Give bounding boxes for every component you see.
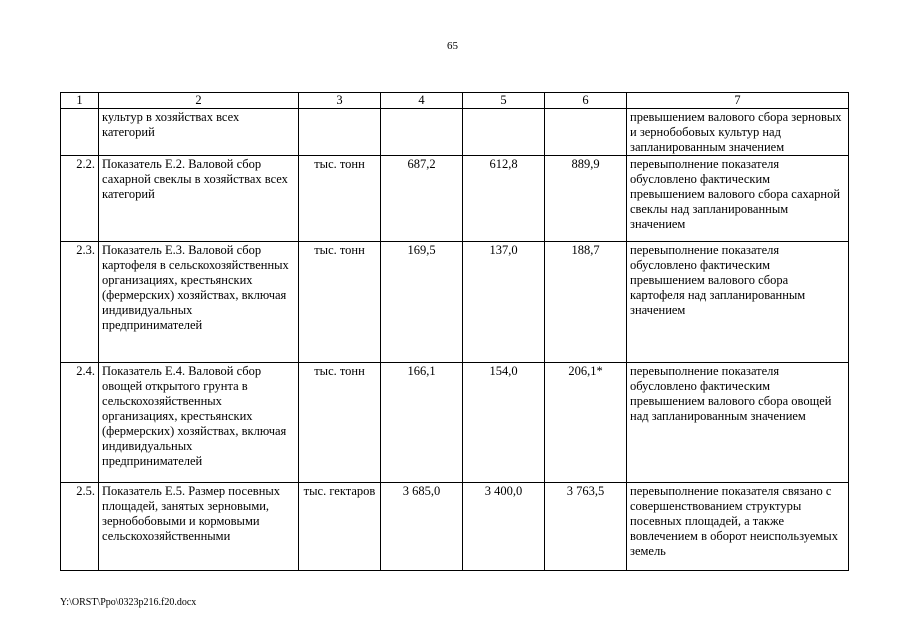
unit-cell: тыс. гектаров (299, 483, 381, 571)
note-cell: перевыполнение показателя связано с совершенствованием структуры посевных площадей, а также вовлечением в оборот неиспользуемых земель (627, 483, 849, 571)
value-cell-4: 166,1 (381, 363, 463, 483)
table-row (61, 109, 849, 156)
header-col-4: 4 (381, 93, 463, 109)
indicator-cell: Показатель Е.3. Валовой сбор картофеля в сельскохозяйственных организациях, крестьянских (фермерских) хозяйствах, включая индивидуальных предпринимателей (99, 242, 299, 363)
value-cell-6: 889,9 (545, 156, 627, 242)
value-cell-5 (463, 109, 545, 156)
table-row (61, 156, 849, 242)
table-row (61, 483, 849, 571)
value-cell-5: 612,8 (463, 156, 545, 242)
document-path-footer: Y:\ORST\Ppo\0323p216.f20.docx (60, 597, 197, 608)
value-cell-4: 687,2 (381, 156, 463, 242)
indicator-cell: Показатель Е.5. Размер посевных площадей, занятых зерновыми, зернобобовыми и кормовыми сельскохозяйственными (99, 483, 299, 571)
header-col-5: 5 (463, 93, 545, 109)
value-cell-5: 154,0 (463, 363, 545, 483)
row-number: 2.2. (61, 156, 99, 242)
row-number: 2.5. (61, 483, 99, 571)
report-table (60, 92, 849, 571)
indicator-cell: культур в хозяйствах всех категорий (99, 109, 299, 156)
value-cell-4: 169,5 (381, 242, 463, 363)
header-col-2: 2 (99, 93, 299, 109)
row-number (61, 109, 99, 156)
value-cell-5: 3 400,0 (463, 483, 545, 571)
value-cell-5: 137,0 (463, 242, 545, 363)
table-row (61, 363, 849, 483)
unit-cell: тыс. тонн (299, 242, 381, 363)
row-number: 2.3. (61, 242, 99, 363)
page-number: 65 (447, 40, 458, 52)
value-cell-6: 3 763,5 (545, 483, 627, 571)
indicator-cell: Показатель Е.4. Валовой сбор овощей открытого грунта в сельскохозяйственных организациях, крестьянских (фермерских) хозяйствах, включая индивидуальных предпринимателей (99, 363, 299, 483)
note-cell: перевыполнение показателя обусловлено фактическим превышением валового сбора сахарной свеклы над запланированным значением (627, 156, 849, 242)
header-col-1: 1 (61, 93, 99, 109)
value-cell-4: 3 685,0 (381, 483, 463, 571)
table-row (61, 242, 849, 363)
unit-cell: тыс. тонн (299, 363, 381, 483)
row-number: 2.4. (61, 363, 99, 483)
header-col-7: 7 (627, 93, 849, 109)
value-cell-4 (381, 109, 463, 156)
indicator-cell: Показатель Е.2. Валовой сбор сахарной свеклы в хозяйствах всех категорий (99, 156, 299, 242)
note-cell: перевыполнение показателя обусловлено фактическим превышением валового сбора картофеля над запланированным значением (627, 242, 849, 363)
value-cell-6 (545, 109, 627, 156)
header-col-6: 6 (545, 93, 627, 109)
header-row (61, 93, 849, 109)
unit-cell (299, 109, 381, 156)
note-cell: перевыполнение показателя обусловлено фактическим превышением валового сбора овощей над запланированным значением (627, 363, 849, 483)
header-col-3: 3 (299, 93, 381, 109)
value-cell-6: 206,1* (545, 363, 627, 483)
value-cell-6: 188,7 (545, 242, 627, 363)
unit-cell: тыс. тонн (299, 156, 381, 242)
note-cell: превышением валового сбора зерновых и зернобобовых культур над запланированным значением (627, 109, 849, 156)
